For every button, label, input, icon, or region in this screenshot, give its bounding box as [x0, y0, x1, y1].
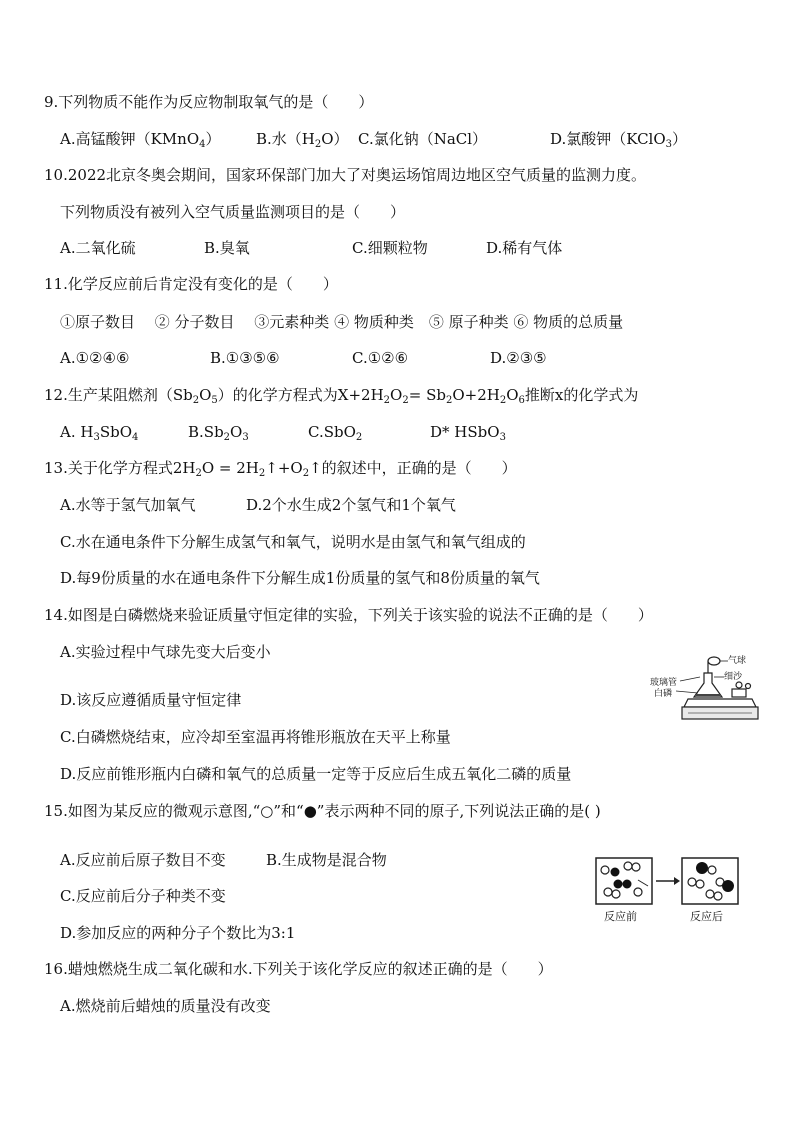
reaction-micro-figure: [594, 856, 746, 926]
question-9-option-d: D.氯酸钾（KClO$_3$）: [550, 130, 688, 150]
figure-label-balloon: 气球: [728, 656, 747, 666]
question-11-option-b: B.①③⑤⑥: [210, 349, 280, 367]
question-15-stem: 15.如图为某反应的微观示意图,“○”和“●”表示两种不同的原子,下列说法正确的是( ): [44, 802, 601, 820]
question-15-option-b: B.生成物是混合物: [266, 851, 387, 869]
question-10-option-c: C.细颗粒物: [352, 239, 428, 257]
question-10-stem-continued: 下列物质没有被列入空气质量监测项目的是（ ）: [60, 203, 406, 221]
question-16-option-a: A.燃烧前后蜡烛的质量没有改变: [60, 997, 271, 1015]
question-15-option-a: A.反应前后原子数目不变: [60, 851, 226, 869]
question-13-option-c: C.水在通电条件下分解生成氢气和氧气，说明水是由氢气和氧气组成的: [60, 533, 526, 551]
question-15-option-c: C.反应前后分子种类不变: [60, 887, 226, 905]
question-13-stem: 13.关于化学方程式$2H_2O$ = $2H_2↑+O_2↑$的叙述中，正确的是（ ）: [44, 459, 517, 479]
question-10-stem: 10.2022北京冬奥会期间，国家环保部门加大了对奥运场馆周边地区空气质量的监测力度。: [44, 166, 647, 184]
question-12-stem: 12.生产某阻燃剂$(Sb_2O_5)$的化学方程式为$X+2H_2O_2= Sb_2O+2H_2O_6$推断x的化学式为: [44, 386, 639, 406]
question-14-option-c: C.白磷燃烧结束，应冷却至室温再将锥形瓶放在天平上称量: [60, 728, 451, 746]
question-9-option-a: A.高锰酸钾（KMnO$_4$）: [60, 130, 221, 150]
question-12-option-c: C.SbO$_2$: [308, 423, 363, 443]
question-12-option-d: D* HSbO$_3$: [430, 423, 506, 443]
question-9-stem: 9.下列物质不能作为反应物制取氧气的是（ ）: [44, 93, 374, 111]
question-13-option-b: D.2个水生成2个氢气和1个氧气: [246, 496, 456, 514]
question-12-option-a: A. $H_3SbO_4$: [60, 423, 139, 443]
question-13-option-a: A.水等于氢气加氧气: [60, 496, 196, 514]
figure-label-glass-tube: 玻璃管: [650, 678, 678, 688]
question-13-option-d: D.每9份质量的水在通电条件下分解生成1份质量的氢气和8份质量的氧气: [60, 569, 540, 587]
figure-label-before: 反应前: [604, 910, 637, 923]
figure-label-white-phosphorus: 白磷: [654, 689, 673, 699]
question-11-option-c: C.①②⑥: [352, 349, 409, 367]
question-12-option-b: $B.Sb_2O_3$: [188, 423, 249, 443]
figure-label-sand: 细沙: [724, 672, 743, 682]
question-14-option-d: D.反应前锥形瓶内白磷和氧气的总质量一定等于反应后生成五氧化二磷的质量: [60, 765, 572, 783]
phosphorus-balance-figure: [648, 655, 760, 723]
question-15-option-d: D.参加反应的两种分子个数比为3:1: [60, 924, 296, 942]
question-9-option-b: B.水$(H_2O)$: [256, 130, 349, 150]
figure-label-after: 反应后: [690, 910, 723, 923]
question-14-option-b: D.该反应遵循质量守恒定律: [60, 691, 242, 709]
question-16-stem: 16.蜡烛燃烧生成二氧化碳和水.下列关于该化学反应的叙述正确的是（ ）: [44, 960, 553, 978]
question-10-option-d: D.稀有气体: [486, 239, 563, 257]
question-9-option-c: C.氯化钠（NaCl）: [358, 130, 488, 148]
question-10-option-b: B.臭氧: [204, 239, 250, 257]
question-14-option-a: A.实验过程中气球先变大后变小: [60, 643, 271, 661]
question-11-stem: 11.化学反应前后肯定没有变化的是（ ）: [44, 275, 338, 293]
question-10-option-a: A.二氧化硫: [60, 239, 136, 257]
question-11-option-d: D.②③⑤: [490, 349, 547, 367]
question-11-items: ①原子数目 ② 分子数目 ③元素种类 ④ 物质种类 ⑤ 原子种类 ⑥ 物质的总质量: [60, 313, 624, 331]
question-14-stem: 14.如图是白磷燃烧来验证质量守恒定律的实验，下列关于该实验的说法不正确的是（ ）: [44, 606, 653, 624]
question-11-option-a: A.①②④⑥: [60, 349, 130, 367]
